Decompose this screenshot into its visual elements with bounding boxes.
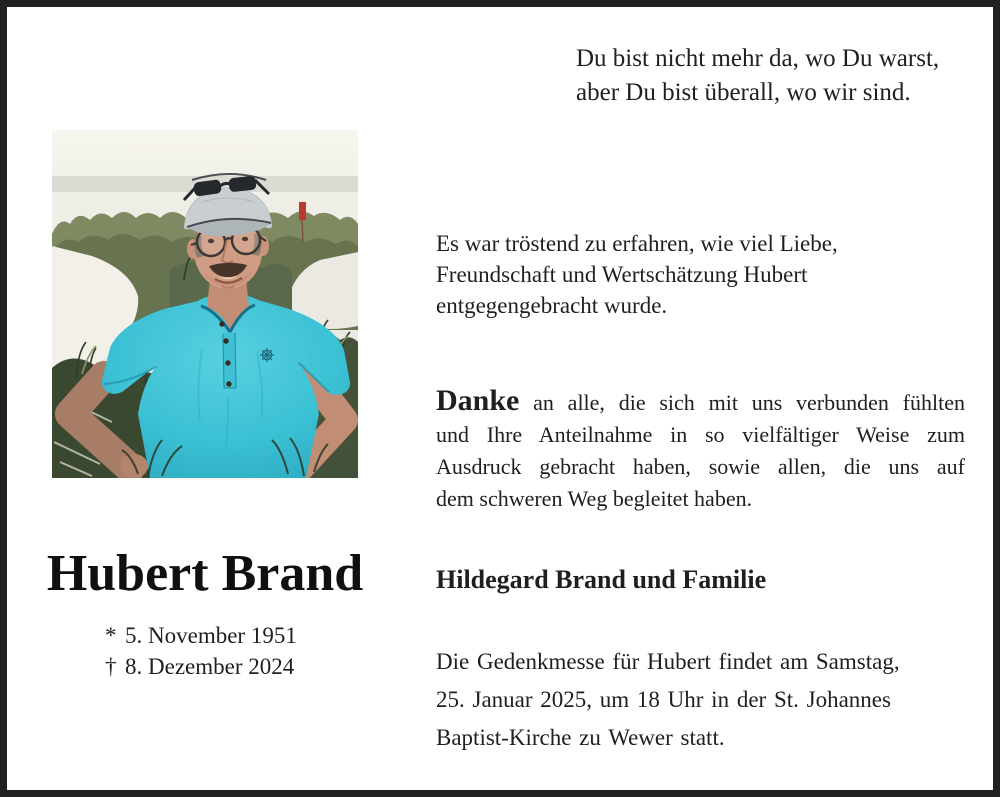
- chest-emblem: [260, 348, 274, 362]
- portrait-illustration: [52, 130, 358, 478]
- death-date-line: [105, 651, 297, 682]
- service-line-1: Die Gedenkmesse für Hubert findet am Samstag,: [436, 649, 900, 674]
- service-line-2: 25. Januar 2025, um 18 Uhr in der St. Johannes: [436, 687, 891, 712]
- service-info-paragraph: [436, 643, 965, 757]
- thanks-line-2: und Ihre Anteilnahme in so vielfältiger Weise zum: [436, 422, 965, 447]
- life-dates: [105, 620, 297, 682]
- died-symbol: †: [105, 654, 117, 679]
- service-line-3: Baptist-Kirche zu Wewer statt.: [436, 725, 725, 750]
- portrait-photo: [52, 130, 358, 478]
- death-date: 8. Dezember 2024: [125, 654, 295, 679]
- thanks-line-1: [436, 385, 965, 419]
- thanks-line-4: dem schweren Weg begleitet haben.: [436, 486, 753, 511]
- quote-line-1: Du bist nicht mehr da, wo Du warst,: [576, 45, 940, 72]
- condolence-line-2: Freundschaft und Wertschätzung Hubert: [436, 262, 808, 287]
- family-signature: Hildegard Brand und Familie: [436, 565, 767, 594]
- thanks-line-3: Ausdruck gebracht haben, sowie allen, die uns auf: [436, 454, 965, 479]
- danke-emphasis: Danke: [436, 384, 520, 417]
- condolence-line-1: Es war tröstend zu erfahren, wie viel Liebe,: [436, 231, 838, 256]
- thanks-paragraph: [436, 385, 965, 515]
- born-symbol: *: [105, 623, 117, 648]
- condolence-line-3: entgegengebracht wurde.: [436, 293, 668, 318]
- birth-date: 5. November 1951: [125, 623, 297, 648]
- birth-date-line: [105, 620, 297, 651]
- memorial-quote: [576, 42, 986, 110]
- condolence-paragraph: [436, 228, 965, 321]
- deceased-name: Hubert Brand: [46, 545, 364, 602]
- quote-line-2: aber Du bist überall, wo wir sind.: [576, 79, 911, 106]
- thanks-line-1-rest: an alle, die sich mit uns verbunden fühlten: [519, 390, 965, 415]
